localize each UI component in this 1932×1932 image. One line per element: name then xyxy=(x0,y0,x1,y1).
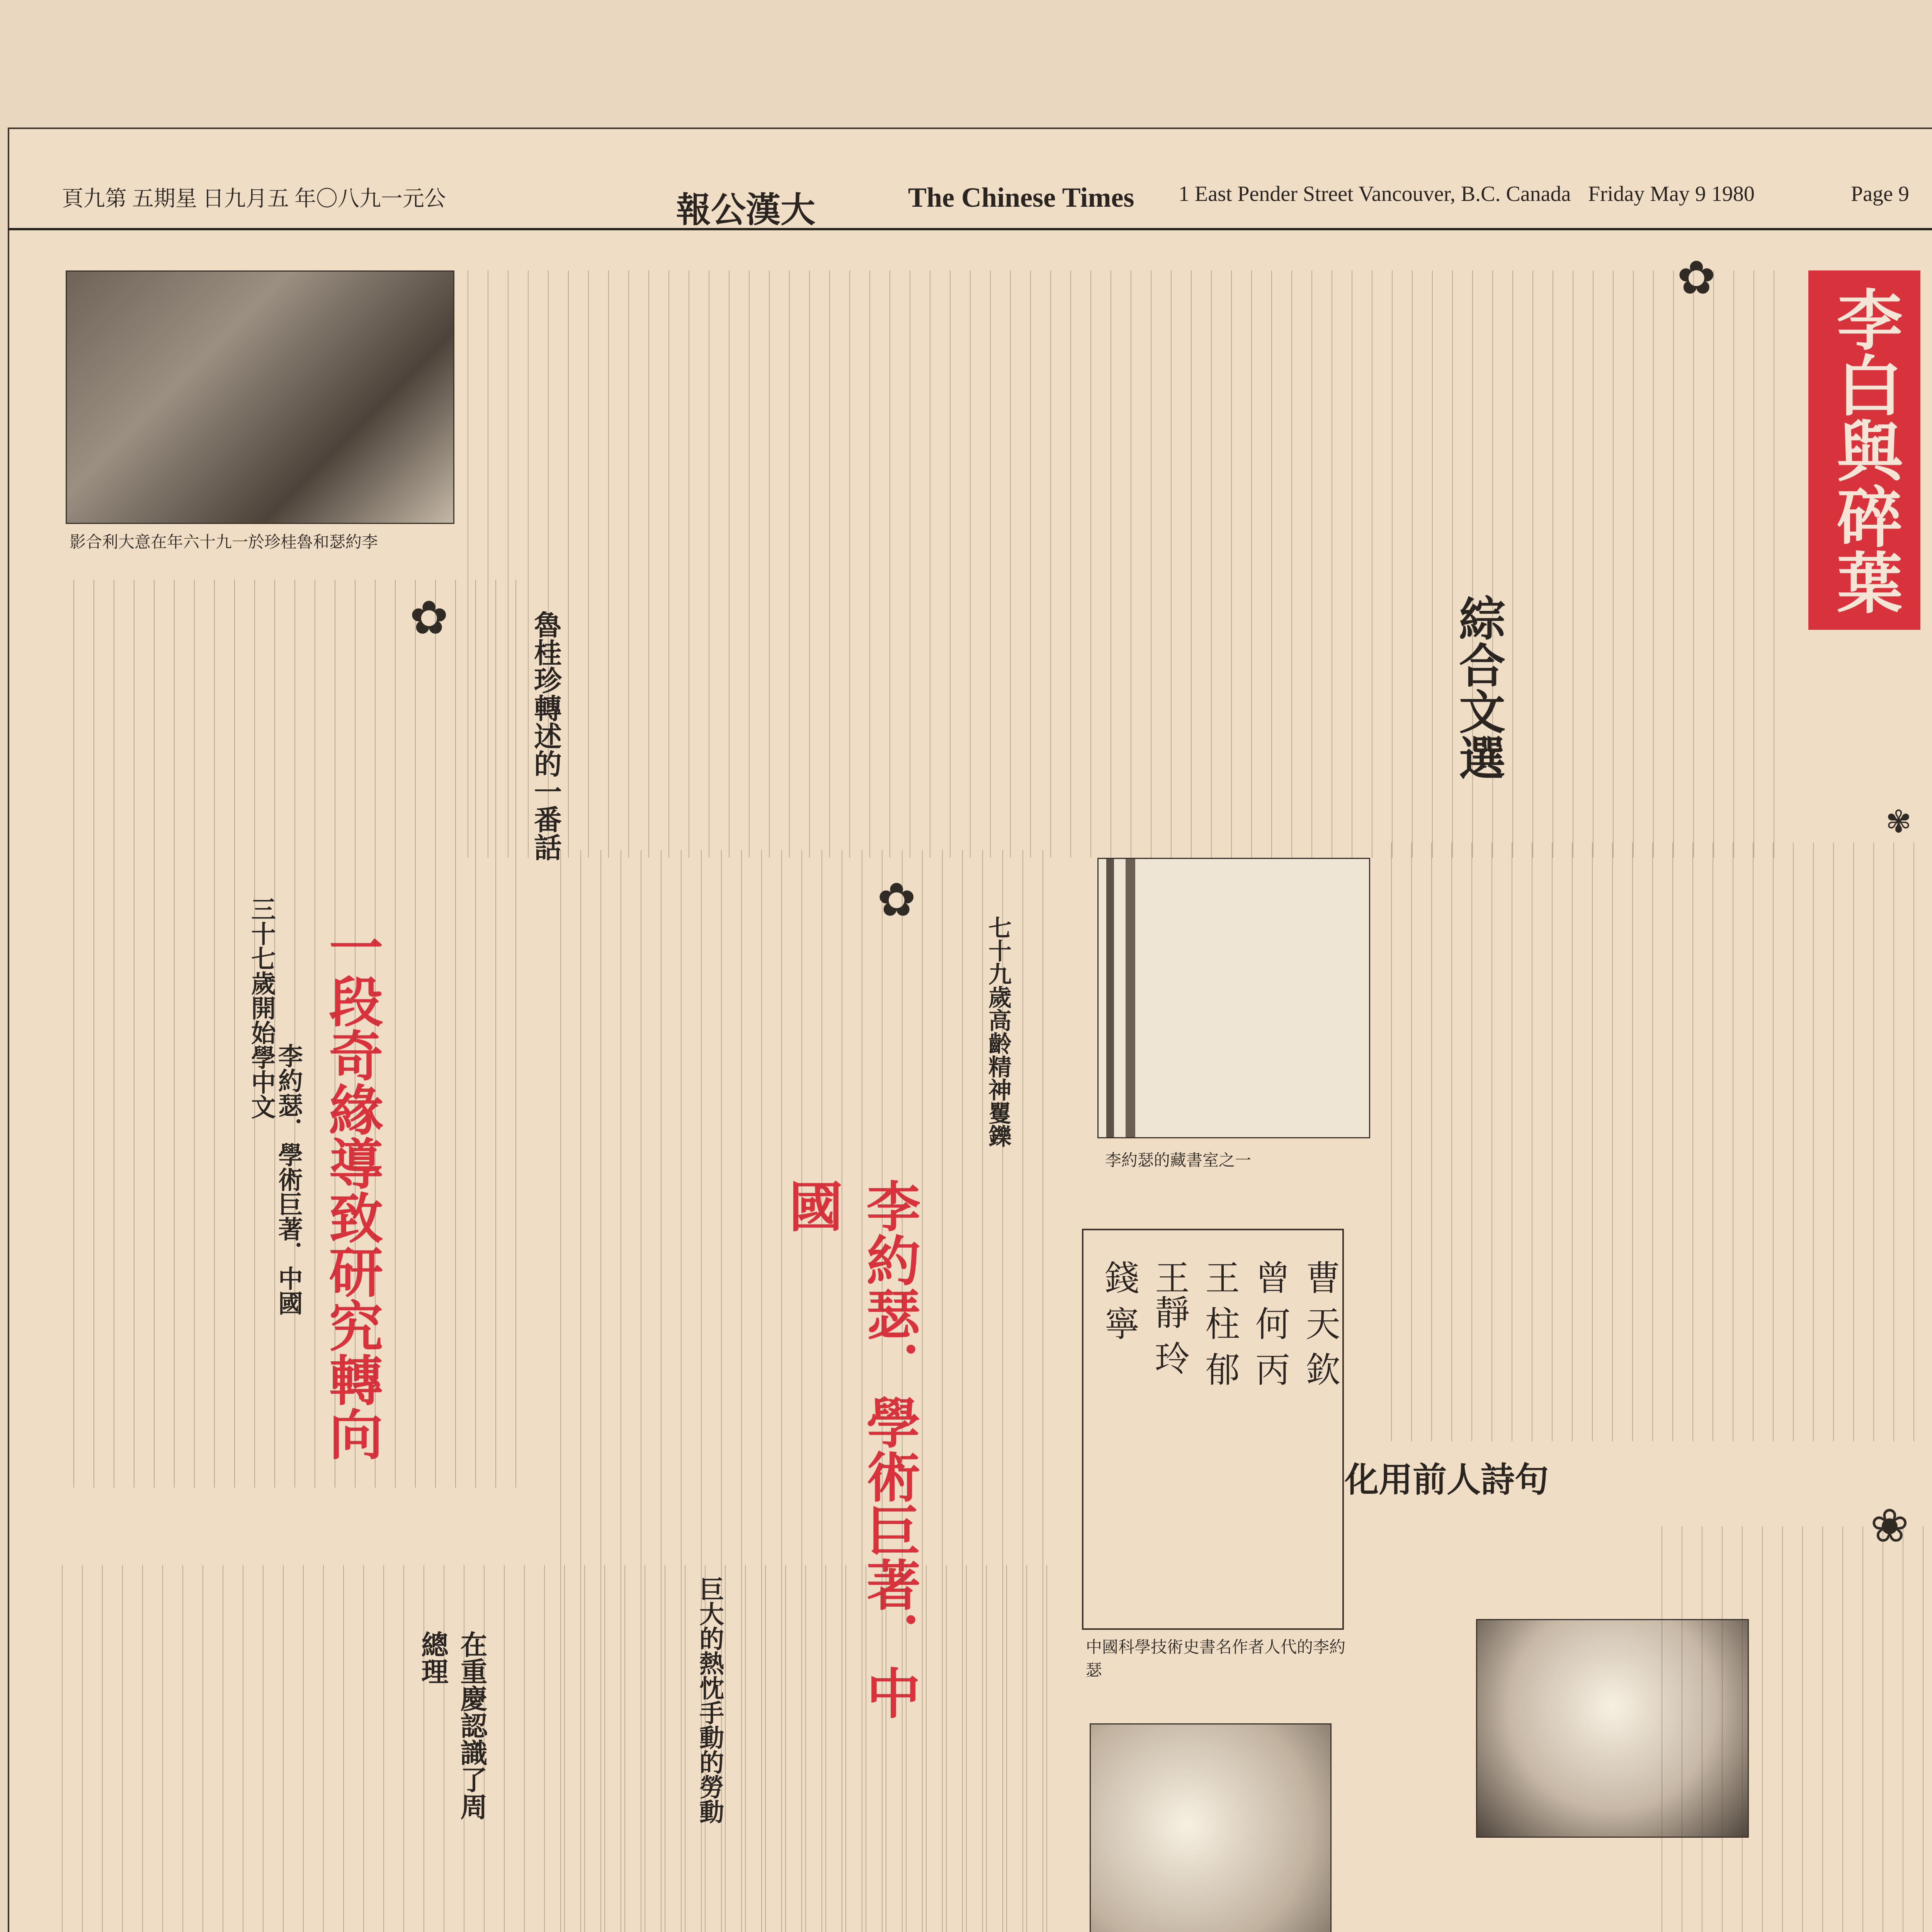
masthead-issue-date: Friday May 9 1980 xyxy=(1588,182,1755,206)
section-title: 綜合文選 xyxy=(1451,595,1506,781)
bookshelf-photo xyxy=(1097,858,1370,1138)
article-headline: 七十九歲高齡精神矍鑠 xyxy=(985,916,1012,1148)
flower-ornament-icon: ❀ xyxy=(1870,1499,1909,1553)
masthead-chinese-title: 報公漢大 xyxy=(676,191,815,230)
article-text-block xyxy=(62,1565,1066,1932)
calligraphy-line: 王 柱 郁 xyxy=(1199,1260,1240,1386)
flower-ornament-icon: ✿ xyxy=(1677,251,1716,305)
calligraphy-line: 曾 何 丙 xyxy=(1249,1260,1290,1386)
masthead-left-date: 頁九第 五期星 日九月五 年〇八九一元公 xyxy=(62,187,446,211)
article-subtitle: 李約瑟．學術巨著．中國 xyxy=(274,1043,303,1315)
calligraphy-line: 王靜 玲 xyxy=(1149,1260,1189,1375)
calligraphy-line: 曹 天 欽 xyxy=(1299,1260,1340,1386)
article-headline: 化用前人詩句 xyxy=(1345,1459,1549,1500)
feature-title-box: 李白與碎葉 xyxy=(1808,270,1920,630)
cartoon-illustration xyxy=(1090,1723,1332,1932)
article-headline: 在重慶認識了周總理 xyxy=(417,1631,488,1820)
portrait-caption: 影合利大意在年六十九一於珍桂魯和瑟約李 xyxy=(70,532,378,551)
masthead-address: 1 East Pender Street Vancouver, B.C. Canada xyxy=(1179,182,1571,206)
article-text-block xyxy=(1391,842,1932,1441)
article-text-block xyxy=(73,580,529,1488)
article-text-block xyxy=(468,270,1789,858)
article-headline: 魯桂珍轉述的一番話 xyxy=(529,611,562,861)
masthead-page: Page 9 xyxy=(1851,182,1909,206)
masthead-english-title: The Chinese Times xyxy=(908,182,1134,213)
article-headline: 三十七歲開始學中文 xyxy=(247,896,276,1119)
flower-ornament-icon: ✾ xyxy=(1886,804,1912,840)
calligraphy-line: 錢 寧 xyxy=(1099,1260,1139,1340)
portrait-photo xyxy=(66,270,454,524)
calligraphy-caption: 中國科學技術史書名作者人代的李約瑟 xyxy=(1086,1638,1346,1680)
flower-ornament-icon: ✿ xyxy=(877,873,916,927)
article-text-block xyxy=(1662,1526,1932,1932)
article-headline: 巨大的熱忱手動的勞動 xyxy=(695,1577,724,1824)
flower-ornament-icon: ✿ xyxy=(410,591,449,645)
bookshelf-caption: 李約瑟的藏書室之一 xyxy=(1105,1151,1252,1170)
article-headline: 李約瑟．學術巨著．中國 xyxy=(780,1179,921,1719)
article-headline: 一段奇緣導致研究轉向 xyxy=(320,920,383,1461)
